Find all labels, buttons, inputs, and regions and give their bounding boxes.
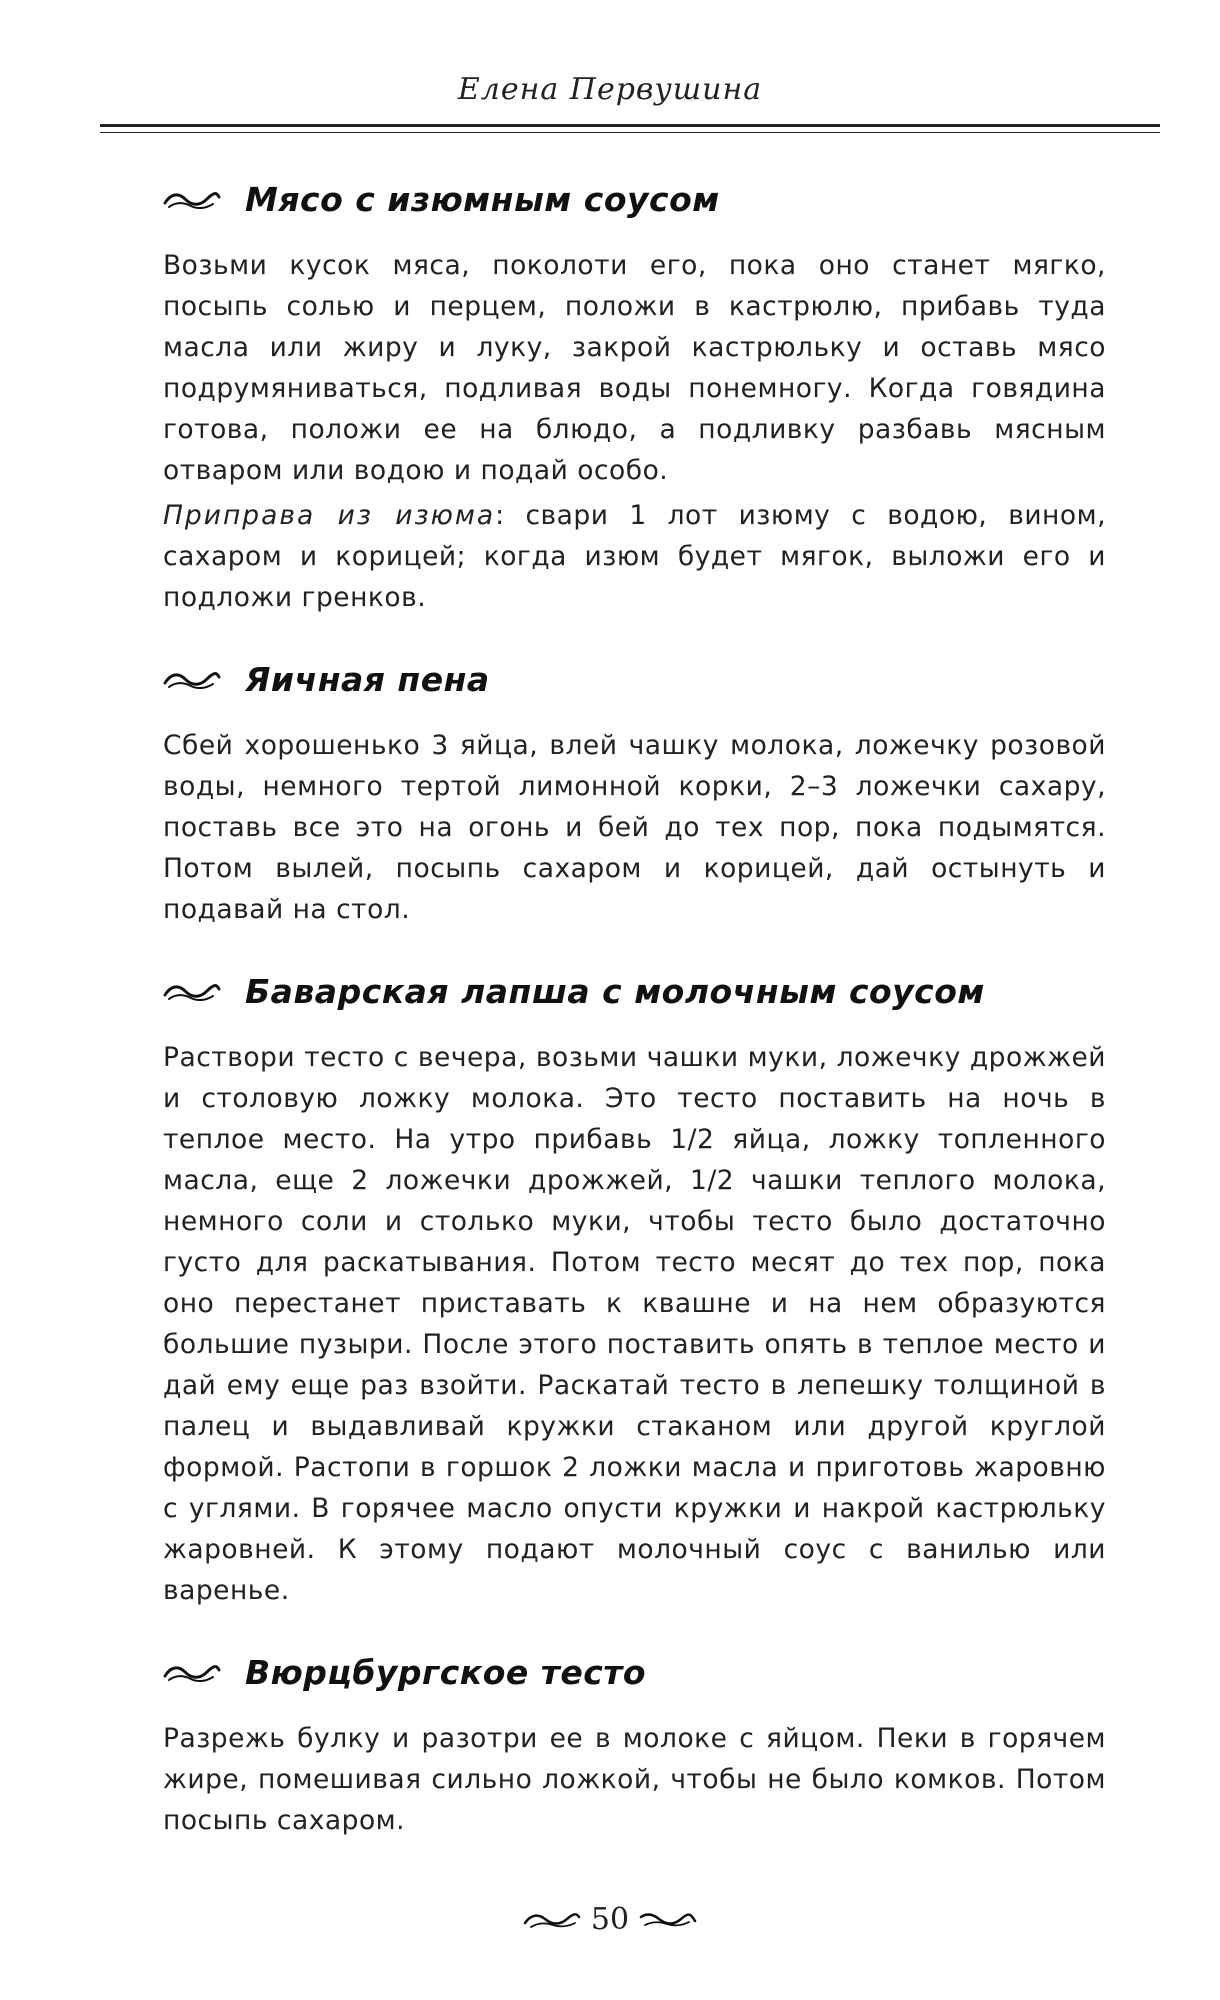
section-heading	[163, 180, 1106, 219]
swash-ornament-icon	[163, 1660, 221, 1686]
swash-ornament-icon	[523, 1909, 581, 1931]
swash-ornament-icon	[163, 979, 221, 1005]
section-heading	[163, 972, 1106, 1011]
paragraph-text: Сбей хорошенько 3 яйца, влей чашку молока, ложечку розовой воды, немного тертой лимонной корки, 2–3 ложечки сахару, поставь все это на огонь и бей до тех пор, пока подымятся. Потом вылей, посыпь сахаром и корицей, дай остынуть и подавай на стол.	[163, 730, 1106, 925]
page-content	[163, 180, 1106, 1883]
section-title: Вюрцбургское тесто	[245, 1653, 647, 1692]
page-number: 50	[590, 1902, 630, 1937]
section-heading	[163, 1653, 1106, 1692]
recipe-paragraph	[163, 495, 1106, 618]
section-title: Мясо с изюмным соусом	[245, 180, 720, 219]
paragraph-text: Разрежь булку и разотри ее в молоке с яйцом. Пеки в горячем жире, помешивая сильно ложкой, чтобы не было комков. Потом посыпь сахаром.	[163, 1723, 1106, 1836]
recipe-section	[163, 972, 1106, 1611]
recipe-paragraph	[163, 725, 1106, 930]
section-heading	[163, 660, 1106, 699]
paragraph-lead: Приправа из изюма	[163, 500, 496, 531]
header-rule-thick	[100, 124, 1160, 127]
section-title: Яичная пена	[245, 660, 490, 699]
paragraph-text: Раствори тесто с вечера, возьми чашки муки, ложечку дрожжей и столовую ложку молока. Это тесто поставить на ночь в теплое место. На утро прибавь 1/2 яйца, ложку топленного масла, еще 2 ложечки дрожжей, 1/2 чашки теплого молока, немного соли и столько муки, чтобы тесто было достаточно густо для раскатывания. Потом тесто месят до тех пор, пока оно перестанет приставать к квашне и на нем образуются большие пузыри. После этого поставить опять в теплое место и дай ему еще раз взойти. Раскатай тесто в лепешку толщиной в палец и выдавливай кружки стаканом или другой круглой формой. Растопи в горшок 2 ложки масла и приготовь жаровню с углями. В горячее масло опусти кружки и накрой кастрюльку жаровней. К этому подают молочный соус с ванилью или варенье.	[163, 1042, 1106, 1606]
swash-ornament-icon	[639, 1909, 697, 1931]
section-title: Баварская лапша с молочным соусом	[245, 972, 985, 1011]
recipe-section	[163, 660, 1106, 930]
recipe-paragraph	[163, 1037, 1106, 1611]
recipe-section	[163, 1653, 1106, 1841]
recipe-paragraph	[163, 245, 1106, 491]
recipe-section	[163, 180, 1106, 618]
page-folio	[0, 1902, 1220, 1937]
swash-ornament-icon	[163, 667, 221, 693]
paragraph-text: : свари 1 лот изюму с водою, вином, сахаром и корицей; когда изюм будет мягок, выложи его и подложи гренков.	[163, 500, 1106, 613]
swash-ornament-icon	[163, 187, 221, 213]
recipe-paragraph	[163, 1718, 1106, 1841]
running-title: Елена Первушина	[457, 72, 763, 107]
header-rule-thin	[100, 132, 1160, 133]
paragraph-text: Возьми кусок мяса, поколоти его, пока оно станет мягко, посыпь солью и перцем, положи в кастрюлю, прибавь туда масла или жиру и луку, закрой кастрюльку и оставь мясо подрумяниваться, подливая воды понемногу. Когда говядина готова, положи ее на блюдо, а подливку разбавь мясным отваром или водою и подай особо.	[163, 250, 1106, 486]
